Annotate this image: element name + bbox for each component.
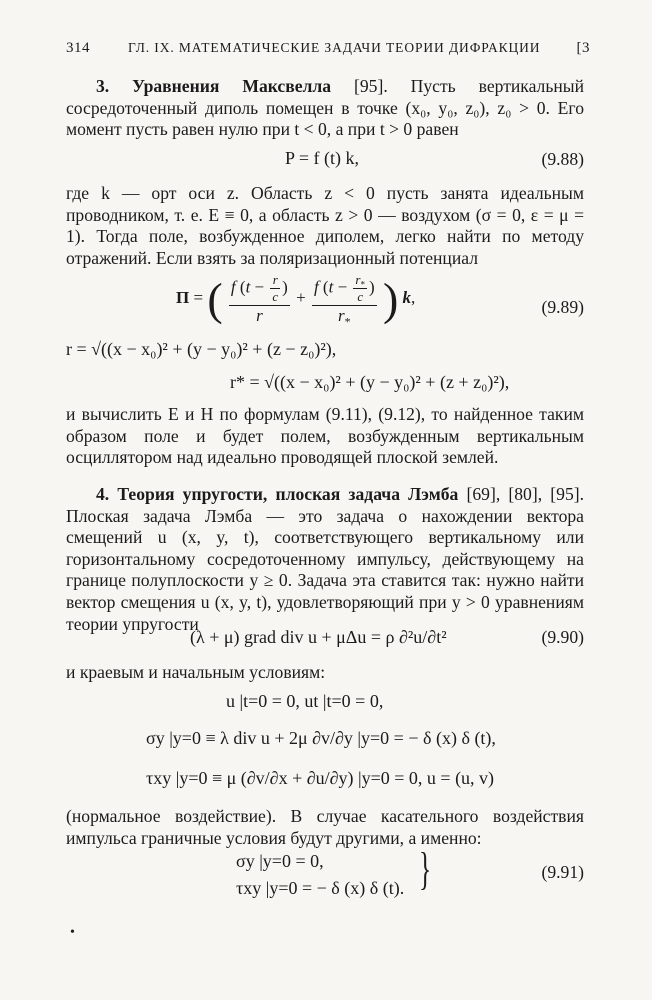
equation-9-90-number: (9.90) bbox=[541, 627, 584, 647]
equation-9-90: (λ + μ) grad div u + μΔu = ρ ∂²u/∂t² bbox=[190, 627, 447, 647]
equation-r: r = √((x − x₀)² + (y − y₀)² + (z − z₀)²), bbox=[66, 339, 337, 359]
section-mark: [3 bbox=[576, 40, 590, 56]
section-3-heading: 3. Уравнения Максвелла bbox=[96, 76, 332, 96]
equation-r-star: r* = √((x − x₀)² + (y − y₀)² + (z + z₀)²), bbox=[230, 372, 510, 392]
sigma-boundary-condition: σy |y=0 ≡ λ div u + 2μ ∂v/∂y |y=0 = − δ (x) δ (t), bbox=[146, 728, 496, 748]
equation-9-88-number: (9.88) bbox=[541, 149, 584, 169]
section-4-intro bbox=[66, 484, 584, 635]
section-3-intro bbox=[66, 76, 584, 141]
running-title: ГЛ. IX. МАТЕМАТИЧЕСКИЕ ЗАДАЧИ ТЕОРИИ ДИФРАКЦИИ bbox=[128, 40, 541, 55]
initial-conditions: u |t=0 = 0, ut |t=0 = 0, bbox=[226, 691, 384, 711]
section-3-conclusion: и вычислить E и H по формулам (9.11), (9.12), то найденное таким образом поле и будет полем, возбужденным вертикальным осциллятором над идеально проводящей плоской землей. bbox=[66, 404, 584, 468]
tau-boundary-condition: τxy |y=0 ≡ μ (∂v/∂x + ∂u/∂y) |y=0 = 0, u = (u, v) bbox=[146, 768, 495, 788]
section-4-intro-text: [69], [80], [95]. Плоская задача Лэмба — это задача о нахождении вектора смещений u (x, y, t), соответствующего вертикальному или горизонтальному сосредоточенному импульсу, действующему на границе полуплоскости y ≥ 0. Задача эта ставится так: нужно найти вектор смещения u (x, y, t), удовлетворяющий при y > 0 уравнениям теории упругости bbox=[66, 484, 584, 634]
right-brace: } bbox=[418, 843, 432, 894]
section-4-tangential-text: (нормальное воздействие). В случае касательного воздействия импульса граничные условия будут другими, а именно: bbox=[66, 806, 584, 848]
section-3-body: где k — орт оси z. Область z < 0 пусть занята идеальным проводником, т. е. E ≡ 0, а область z > 0 — воздухом (σ = 0, ε = μ = 1). Тогда поле, возбужденное диполем, легко найти по методу отражений. Если взять за поляризационный потенциал bbox=[66, 183, 584, 268]
equation-9-88: P = f (t) k, bbox=[285, 148, 359, 168]
equation-9-89: П = ( f (t − $\frac{r}{c}$ ) r + f (t − $\frac{r_*}{c}$ ) $r_*$ ) k, bbox=[176, 272, 416, 329]
equation-9-91-line-2: τxy |y=0 = − δ (x) δ (t). bbox=[236, 878, 405, 898]
equation-9-89-number: (9.89) bbox=[541, 297, 584, 317]
section-3-intro-text: [95]. Пусть вертикальный сосредоточенный диполь помещен в точке (x₀, y₀, z₀), z₀ > 0. Его момент пусть равен нулю при t < 0, а при t > 0 равен bbox=[66, 76, 584, 140]
section-4-heading: 4. Теория упругости, плоская задача Лэмба bbox=[96, 484, 459, 504]
print-mark: • bbox=[70, 925, 75, 940]
equation-9-91-number: (9.91) bbox=[541, 862, 584, 882]
page-number: 314 bbox=[66, 40, 90, 56]
section-4-conditions-intro: и краевым и начальным условиям: bbox=[66, 662, 326, 682]
equation-9-91-line-1: σy |y=0 = 0, bbox=[236, 851, 324, 871]
